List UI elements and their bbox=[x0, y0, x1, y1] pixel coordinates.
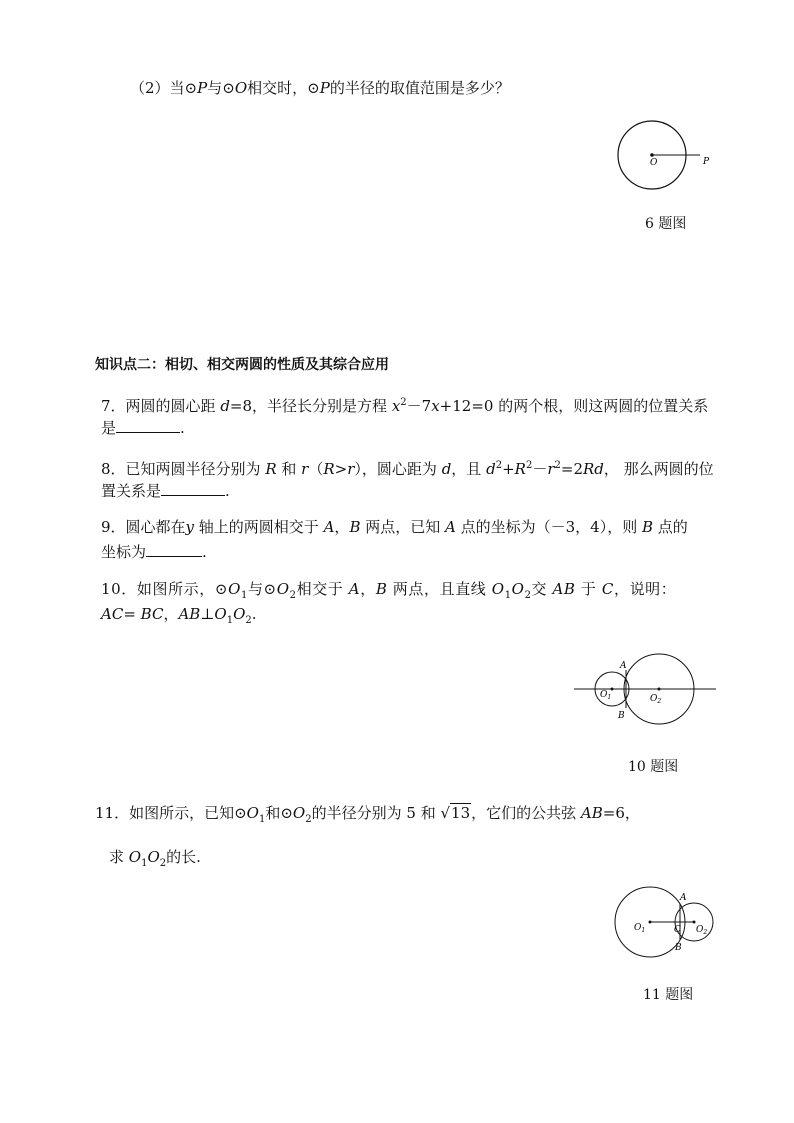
label-o2: $O_2$ bbox=[696, 925, 708, 936]
q9-line1: 9．圆心都在y 轴上的两圆相交于 A，B 两点，已知 A 点的坐标为（－3，4），则 B 点的 bbox=[101, 518, 688, 536]
figure-11 bbox=[610, 882, 725, 962]
label-o1: $O_1$ bbox=[634, 923, 646, 934]
q8-answer-blank[interactable] bbox=[161, 483, 225, 496]
figure-11-caption: 11 题图 bbox=[643, 987, 694, 1003]
figure-10-caption: 10 题图 bbox=[628, 759, 679, 775]
q8-line2: 置关系是 . bbox=[101, 482, 230, 500]
sqrt-13: √13 bbox=[440, 804, 471, 822]
label-b: B bbox=[675, 943, 682, 953]
label-o2: $O_2$ bbox=[650, 694, 662, 705]
label-p: P bbox=[703, 157, 710, 167]
label-b: B bbox=[618, 711, 625, 721]
center-o1-dot bbox=[649, 921, 652, 924]
center-o2-dot bbox=[693, 921, 696, 924]
center-o1-dot bbox=[611, 688, 614, 691]
section-heading: 知识点二：相切、相交两圆的性质及其综合应用 bbox=[95, 357, 389, 373]
q9-answer-blank[interactable] bbox=[146, 544, 202, 557]
q11-line1: 11．如图所示，已知$⊙O_1$和$⊙O_2$的半径分别为 5 和 √13，它们的公共弦 AB=6， bbox=[95, 804, 640, 825]
label-o1: $O_1$ bbox=[600, 690, 612, 701]
label-a: A bbox=[620, 661, 627, 671]
q10-line2: AC= BC，$AB\perp O_1O_2$. bbox=[101, 605, 257, 626]
q8-line1: 8．已知两圆半径分别为 R 和 r（R>r），圆心距为 d，且 $d^2+R^2-r^2=2Rd$， 那么两圆的位 bbox=[101, 460, 714, 478]
q7-line2: 是 . bbox=[101, 419, 185, 437]
figure-6-caption: 6 题图 bbox=[645, 216, 687, 232]
q7-answer-blank[interactable] bbox=[116, 420, 180, 433]
q9-line2: 坐标为 . bbox=[101, 543, 207, 561]
label-o: O bbox=[650, 158, 658, 168]
q11-line2: 求 $O_1O_2$的长. bbox=[109, 848, 201, 869]
figure-6 bbox=[610, 118, 720, 198]
label-c: C bbox=[674, 925, 681, 935]
q10-line1: 10．如图所示，$⊙O_1$与$⊙O_2$相交于 A，B 两点，且直线 $O_1O_2$交 AB 于 C，说明： bbox=[101, 580, 677, 601]
q7-line1: 7．两圆的圆心距 d=8，半径长分别是方程 $x^2-7x+12=0$ 的两个根，则这两圆的位置关系 bbox=[101, 397, 709, 415]
center-o2-dot bbox=[658, 688, 661, 691]
q6-part2-text: （2）当⊙P与⊙O相交时，⊙P的半径的取值范围是多少？ bbox=[130, 79, 510, 97]
figure-10 bbox=[570, 648, 720, 728]
label-a: A bbox=[680, 893, 687, 903]
